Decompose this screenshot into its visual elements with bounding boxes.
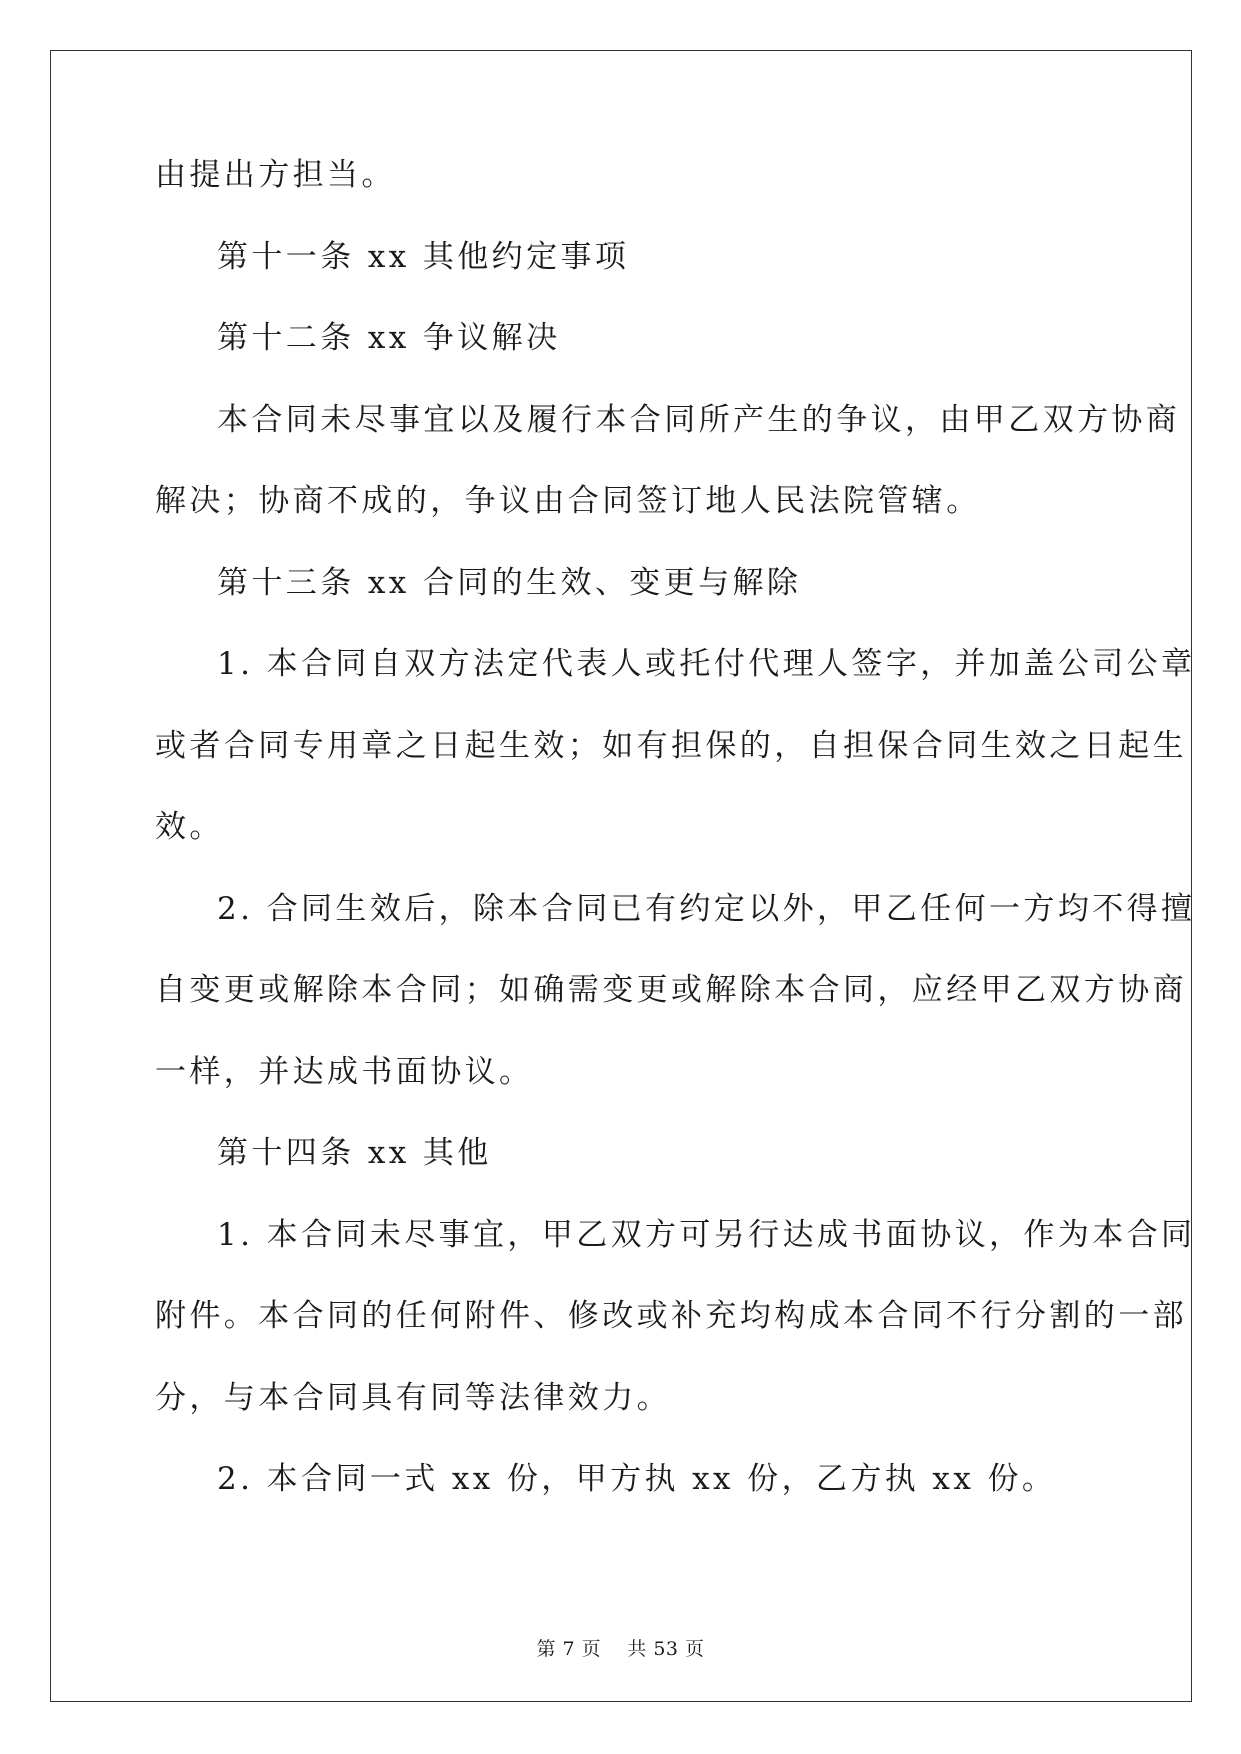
- section-heading: 第十一条 xx 其他约定事项: [217, 238, 630, 275]
- text-line: 或者合同专用章之日起生效；如有担保的，自担保合同生效之日起生: [155, 727, 1187, 764]
- text-line: 1. 本合同自双方法定代表人或托付代理人签字，并加盖公司公章: [217, 646, 1196, 682]
- section-heading: 第十二条 xx 争议解决: [217, 320, 561, 356]
- page-total: 共 53 页: [627, 1638, 705, 1660]
- text-line: 本合同未尽事宜以及履行本合同所产生的争议，由甲乙双方协商: [217, 401, 1181, 438]
- document-body: [155, 157, 1196, 1546]
- page-number: 第 7 页: [536, 1638, 602, 1660]
- text-line: 2. 本合同一式 xx 份，甲方执 xx 份，乙方执 xx 份。: [217, 1461, 1057, 1497]
- text-line: 附件。本合同的任何附件、修改或补充均构成本合同不行分割的一部: [155, 1298, 1187, 1334]
- section-heading: 第十三条 xx 合同的生效、变更与解除: [217, 564, 802, 601]
- footer-spacer: [601, 1638, 627, 1660]
- text-line: 一样，并达成书面协议。: [155, 1053, 534, 1090]
- section-heading: 第十四条 xx 其他: [217, 1135, 492, 1171]
- page-footer: [0, 1638, 1241, 1660]
- text-line: 2. 合同生效后，除本合同已有约定以外，甲乙任何一方均不得擅: [217, 890, 1196, 927]
- text-line: 由提出方担当。: [155, 157, 396, 193]
- text-line: 分，与本合同具有同等法律效力。: [155, 1379, 671, 1416]
- text-line: 解决；协商不成的，争议由合同签订地人民法院管辖。: [155, 483, 981, 519]
- text-line: 1. 本合同未尽事宜，甲乙双方可另行达成书面协议，作为本合同: [217, 1216, 1196, 1253]
- text-line: 自变更或解除本合同；如确需变更或解除本合同，应经甲乙双方协商: [155, 972, 1187, 1008]
- text-line: 效。: [155, 809, 224, 845]
